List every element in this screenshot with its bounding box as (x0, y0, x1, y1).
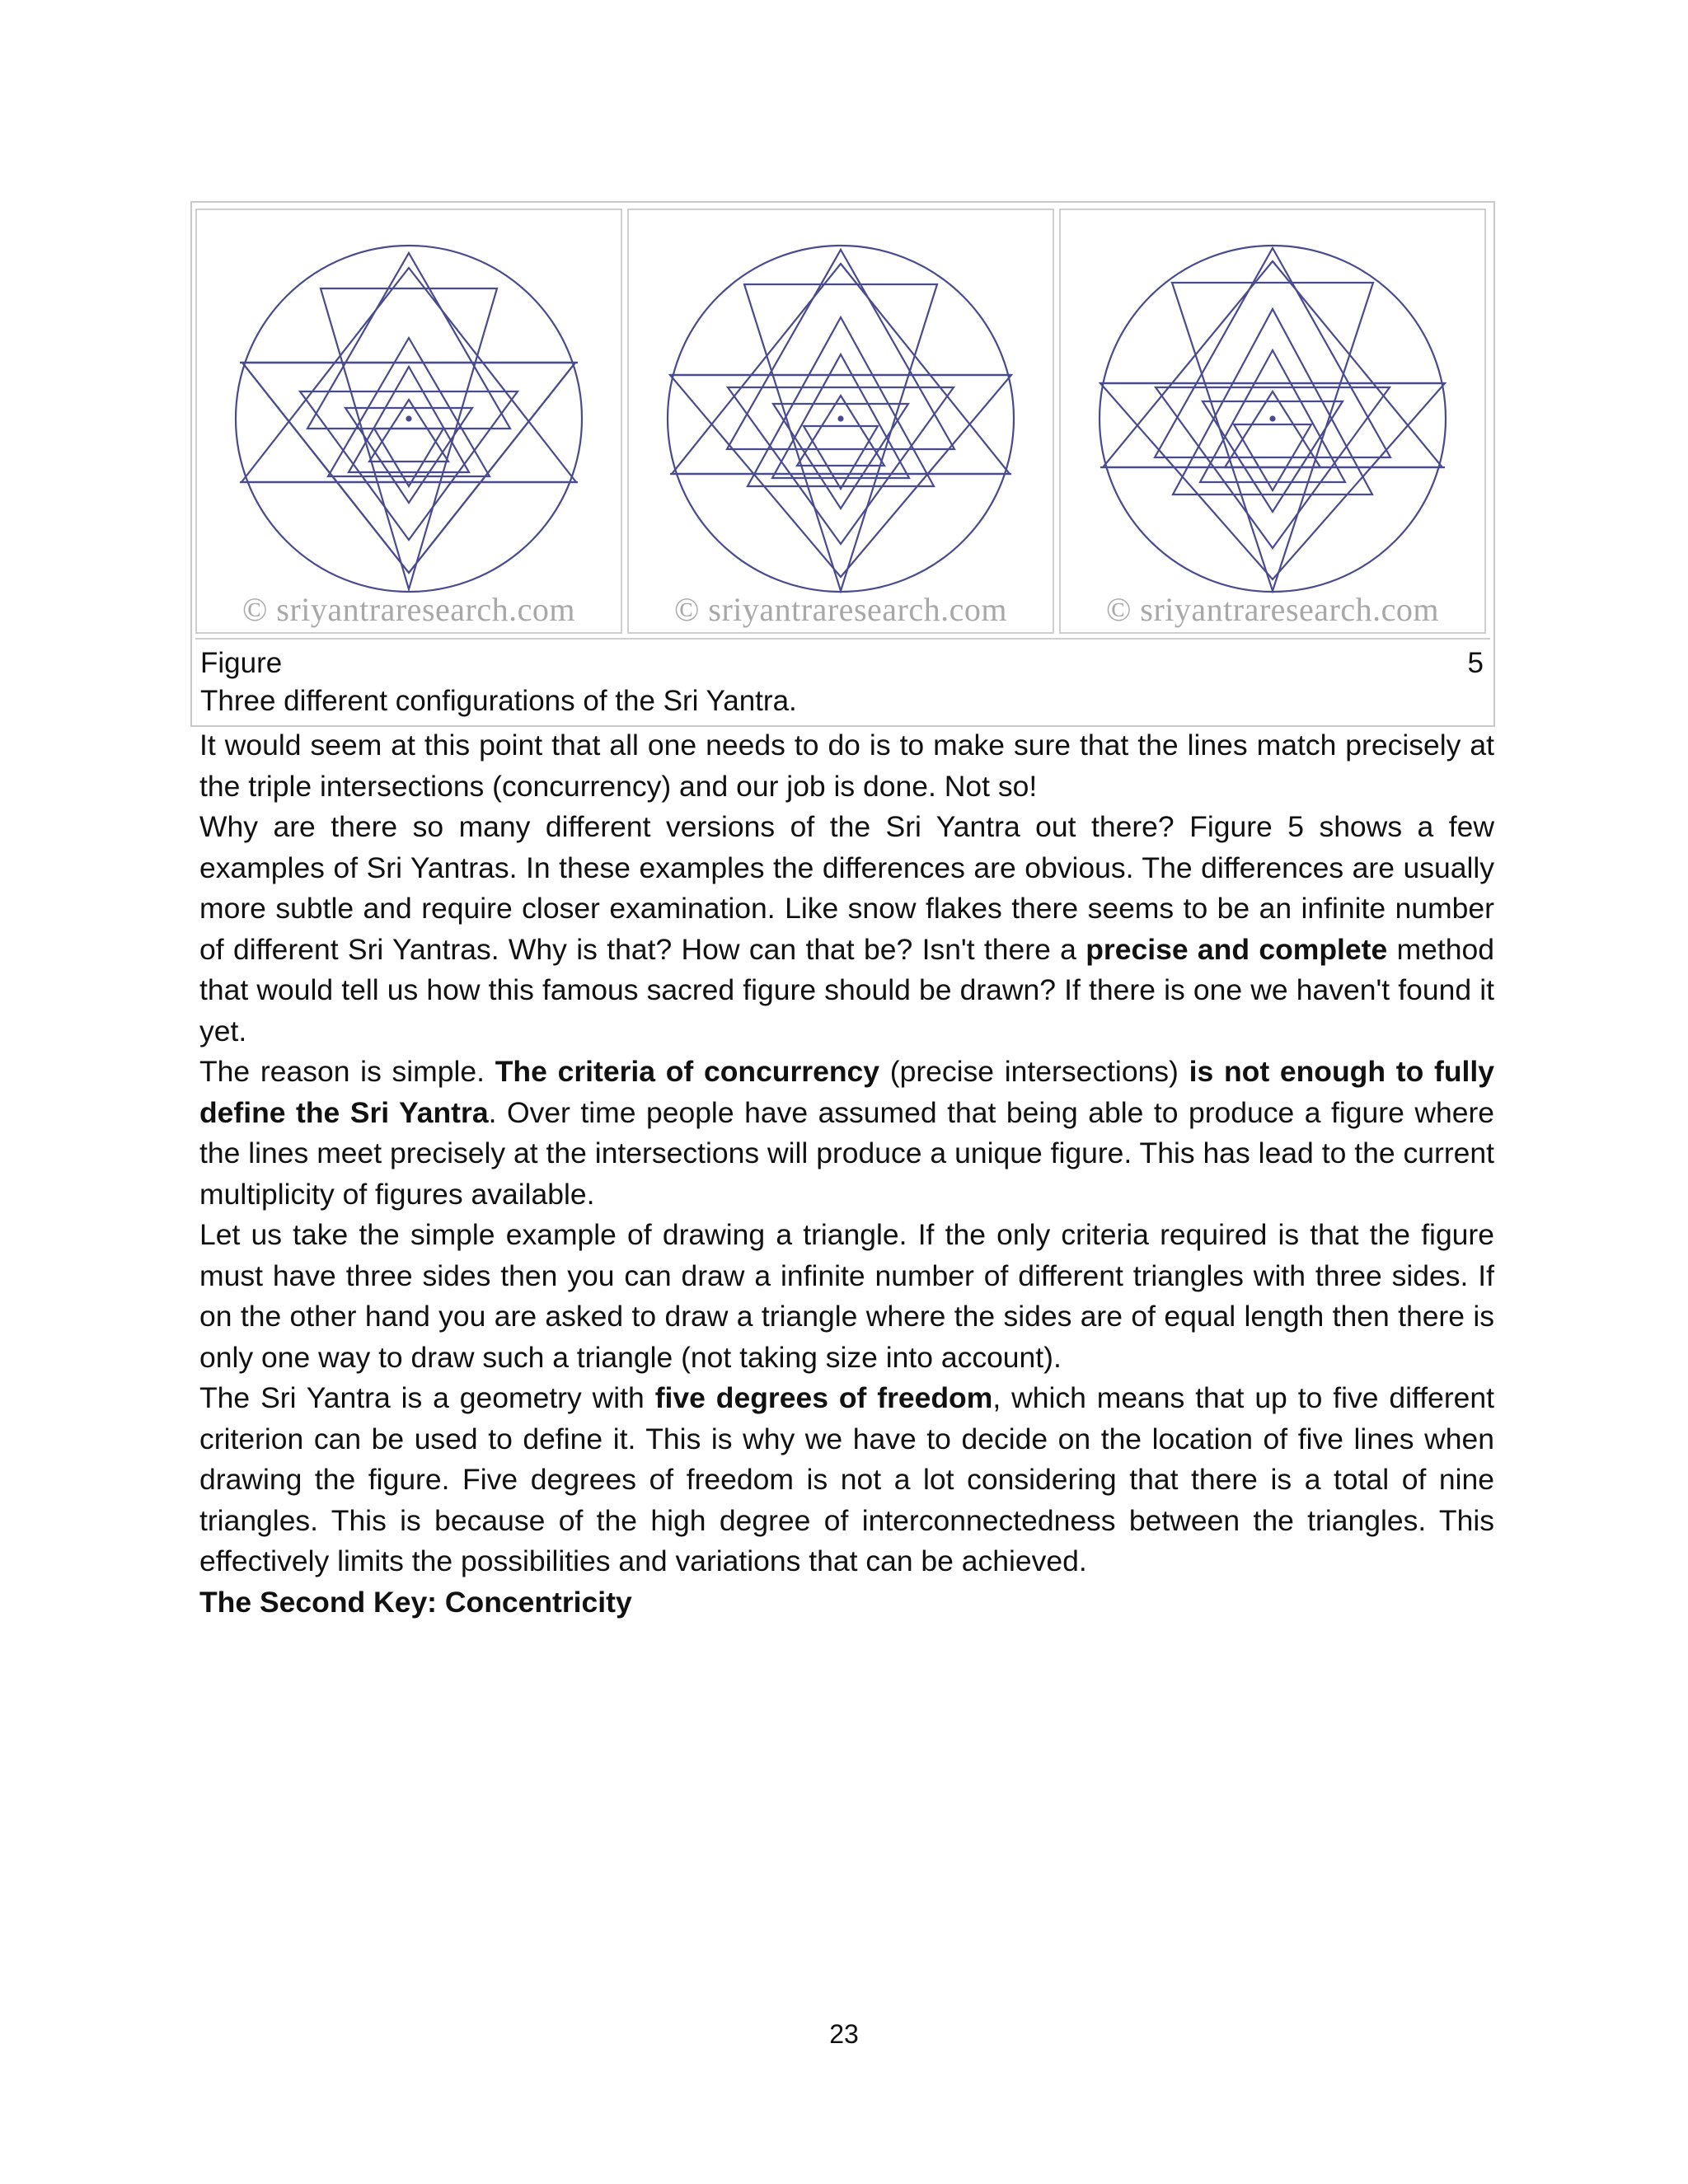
figure-caption (195, 638, 1490, 719)
bold-phrase: five degrees of freedom (654, 1381, 993, 1414)
yantra-diagram-2 (629, 210, 1053, 632)
downward-triangle (670, 375, 1011, 577)
watermark: © sriyantraresearch.com (674, 591, 1007, 628)
downward-triangle (1172, 283, 1373, 591)
paragraph-text: . Over time people have assumed that being able to produce a figure where the lines meet precisely at the intersections will produce a unique figure. This has lead to the current multiplicity of figures available. (199, 1095, 1495, 1211)
watermark: © sriyantraresearch.com (1106, 591, 1439, 628)
paragraph-text: Let us take the simple example of drawing a triangle. If the only criteria required is that the figure must have three sides then you can draw a infinite number of different triangles with three sides. If on the other hand you are asked to draw a triangle where the sides are of equal length then there is only one way to draw such a triangle (not taking size into account). (199, 1218, 1494, 1374)
downward-triangle (345, 408, 472, 503)
bold-phrase: is not enough to fully define the Sri Yantra (199, 1055, 1494, 1129)
paragraph-text: The Sri Yantra is a geometry with (199, 1381, 655, 1414)
paragraph-text: Why are there so many different versions of the Sri Yantra out there? Figure 5 shows a few examples of Sri Yantras. In these examples the differences are obvious. The differences are usually more subtle and require closer examination. Like snow flakes there seems to be an infinite number of different Sri Yantras. Why is that? How can that be? Isn't there a (199, 810, 1494, 966)
yantra-diagram-3 (1061, 210, 1484, 632)
downward-triangle (300, 391, 518, 540)
yantra-panel-1 (195, 209, 622, 634)
paragraph-text: It would seem at this point that all one needs to do is to make sure that the lines match precisely at the triple intersections (concurrency) and our job is done. Not so! (199, 729, 1494, 803)
bindu (407, 417, 411, 421)
caption-number: 5 (1467, 647, 1484, 679)
yantra-panel-2 (627, 209, 1054, 634)
bindu (1271, 417, 1275, 421)
section-heading: The Second Key: Concentricity (199, 1585, 632, 1619)
upward-triangle (797, 396, 884, 466)
yantra-diagram-1 (197, 210, 621, 632)
downward-triangle (804, 426, 878, 489)
bold-phrase: precise and complete (1085, 932, 1388, 966)
paragraph (199, 1215, 1494, 1378)
paragraph (199, 807, 1494, 1052)
paragraph (199, 1052, 1494, 1215)
upward-triangle (241, 268, 576, 482)
upward-triangle (369, 400, 448, 462)
upward-triangle (1155, 248, 1390, 457)
upward-triangle (672, 264, 1010, 474)
figure-table (190, 201, 1495, 727)
caption-text: Three different configurations of the Sri Yantra. (200, 685, 797, 717)
upward-triangle (748, 317, 934, 486)
upward-triangle (307, 253, 510, 429)
body-text (199, 725, 1494, 1623)
yantra-panel-3 (1059, 209, 1486, 634)
caption-label: Figure (200, 647, 283, 679)
paragraph-text: method that would tell us how this famous sacred figure should be drawn? If there is one we haven't found it yet. (199, 932, 1494, 1047)
paragraph-text: (precise intersections) (879, 1055, 1189, 1088)
paragraph-text: The reason is simple. (199, 1055, 495, 1088)
bindu (839, 417, 843, 421)
watermark: © sriyantraresearch.com (242, 591, 575, 628)
page-number: 23 (829, 2019, 859, 2049)
bold-phrase: The criteria of concurrency (495, 1055, 880, 1088)
paragraph (199, 1378, 1494, 1582)
downward-triangle (321, 288, 497, 589)
upward-triangle (1225, 391, 1320, 467)
paragraph (199, 725, 1494, 807)
paragraph-text: , which means that up to five different criterion can be used to define it. This is why we have to decide on the location of five lines when drawing the figure. Five degrees of freedom is not a lot considering that there is a total of nine triangles. This is because of the high degree of interconnectedness between the triangles. This effectively limits the possibilities and variations that can be achieved. (199, 1381, 1494, 1577)
